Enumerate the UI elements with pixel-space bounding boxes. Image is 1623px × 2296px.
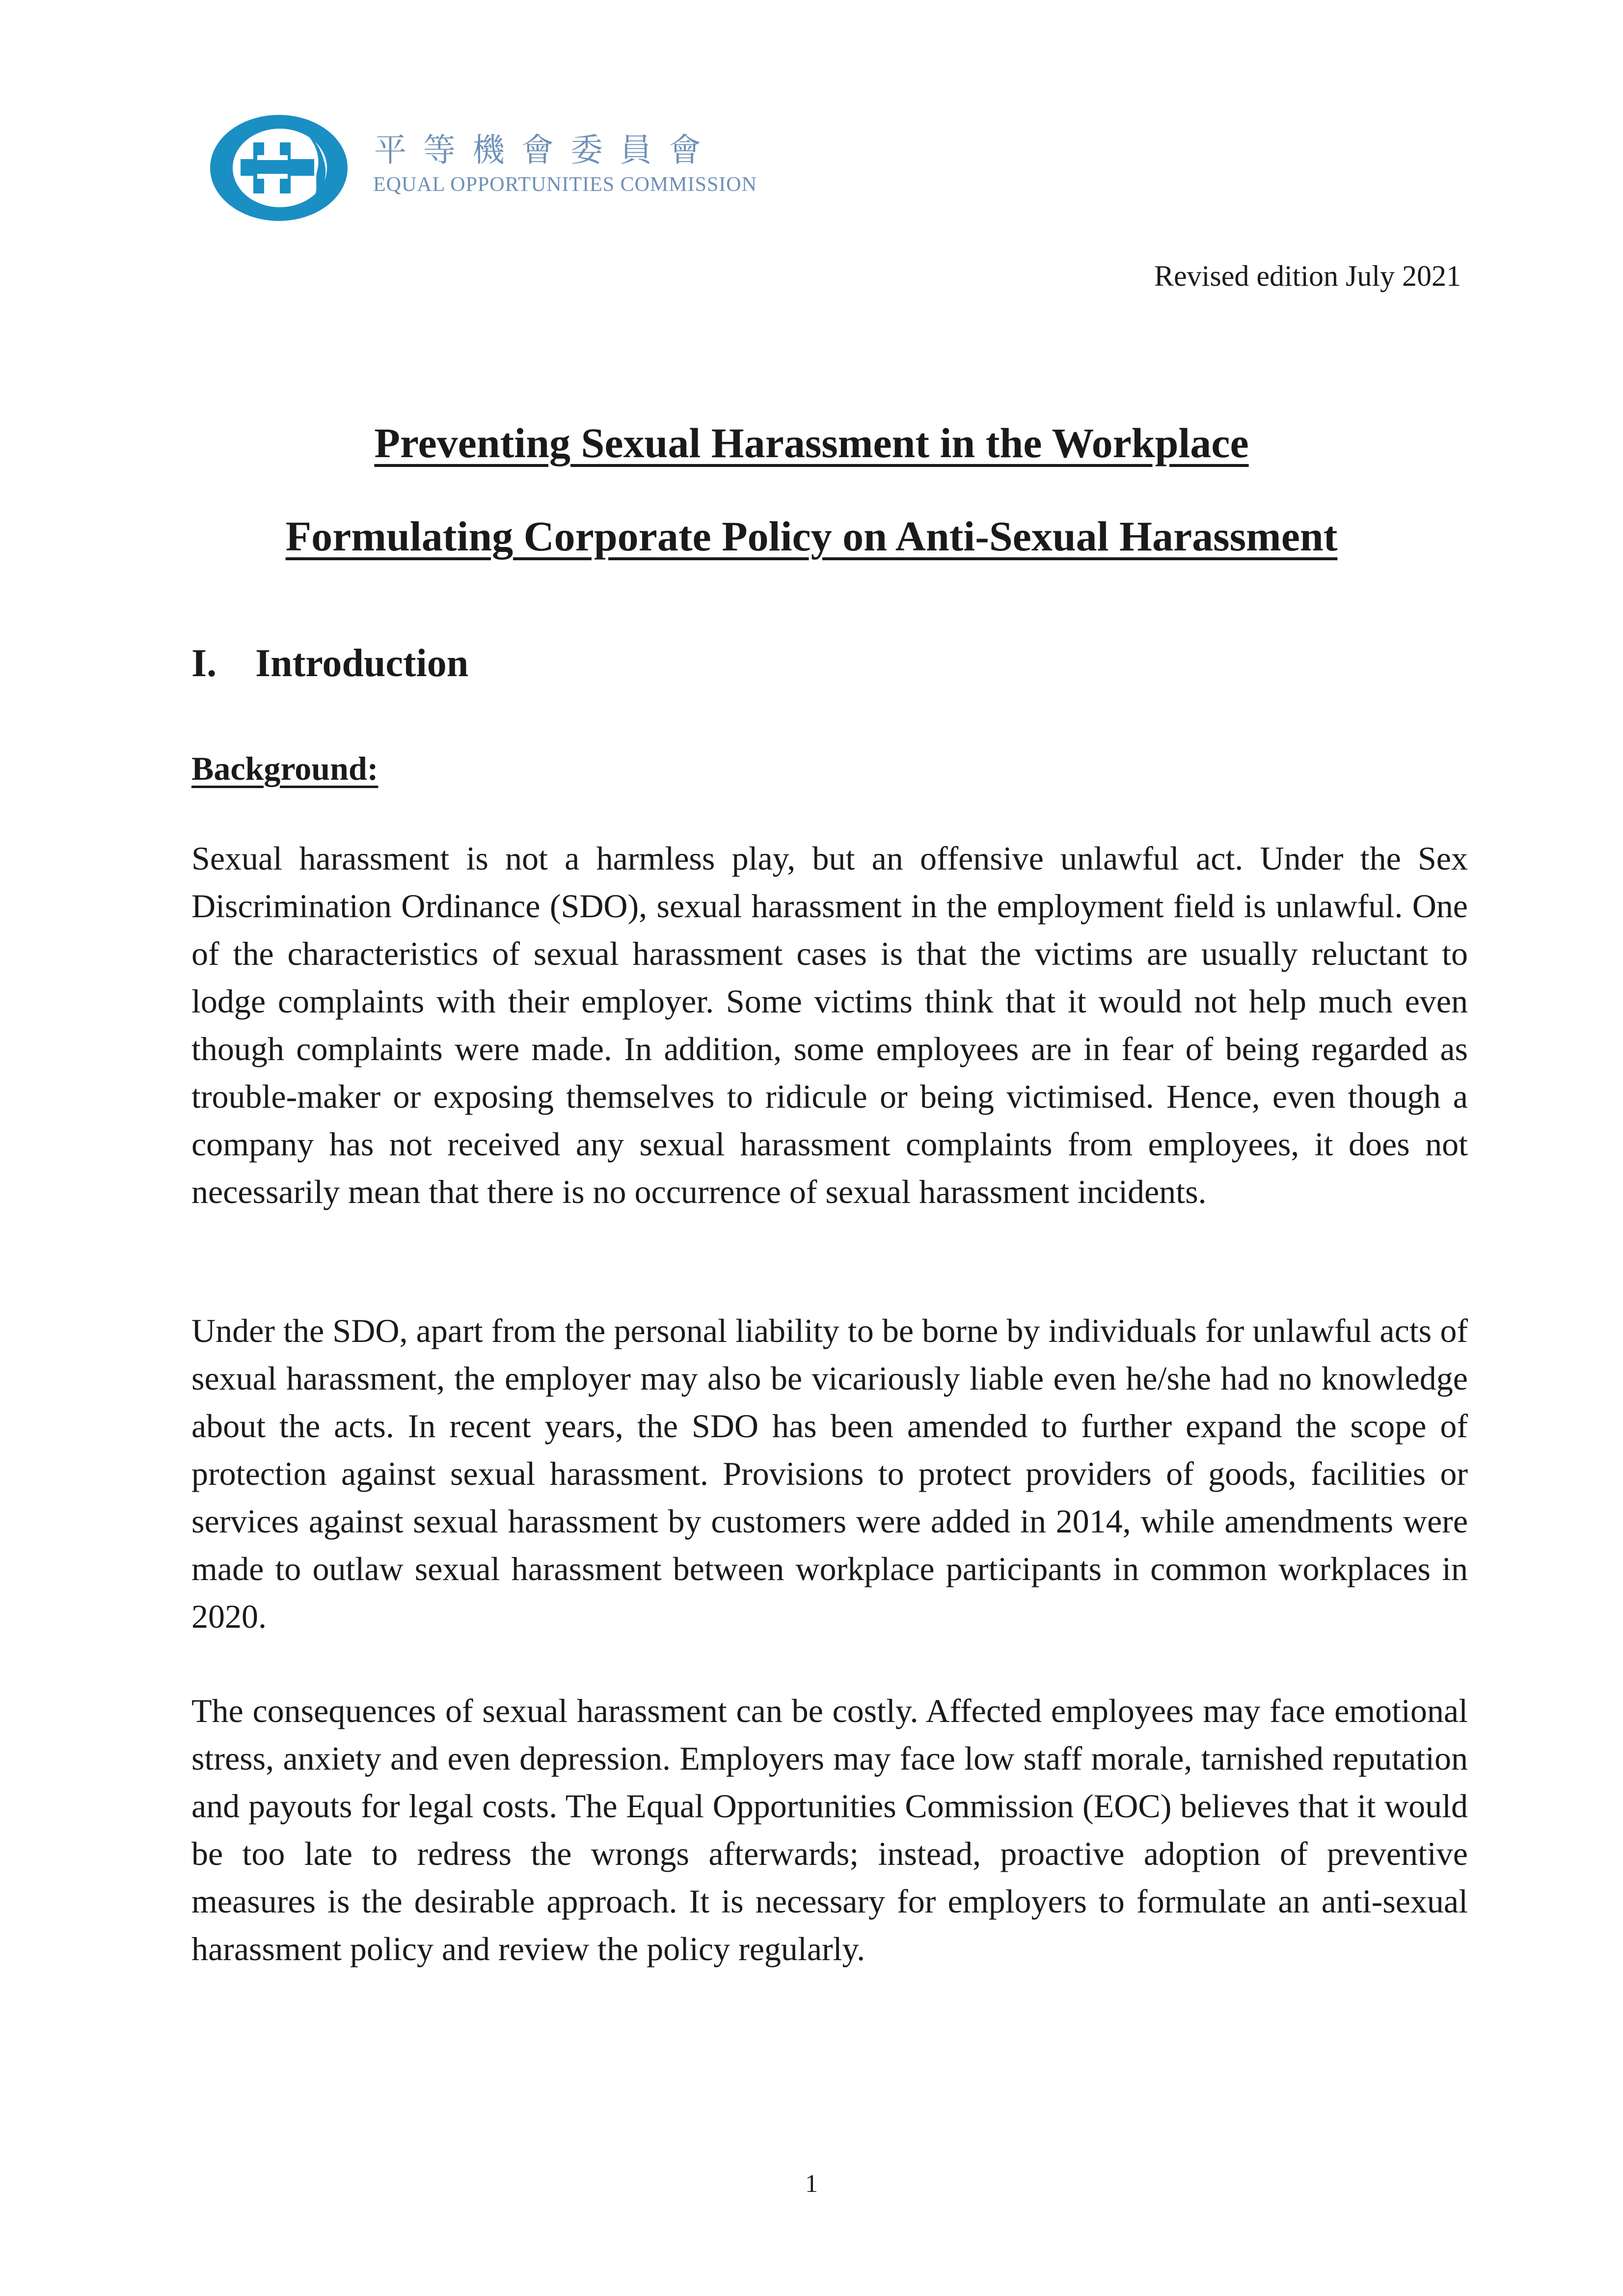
paragraph: Sexual harassment is not a harmless play, but an offensive unlawful act. Under the Sex Discrimination Ordinance (SDO), sexual harassment in the employment field is unlawful. One of the characteristics of sexual harassment cases is that the victims are usually reluctant to lodge complaints with their employer. Some victims think that it would not help much even though complaints were made. In addition, some employees are in fear of being regarded as trouble-maker or exposing themselves to ridicule or being victimised. Hence, even though a company has not received any sexual harassment complaints from employees, it does not necessarily mean that there is no occurrence of sexual harassment incidents. (191, 840, 1468, 1210)
section-title: Introduction (255, 642, 469, 685)
document-title: Preventing Sexual Harassment in the Workplace (374, 419, 1249, 466)
page-number: 1 (805, 2170, 818, 2198)
org-name-english: EQUAL OPPORTUNITIES COMMISSION (373, 173, 757, 196)
paragraph: Under the SDO, apart from the personal liability to be borne by individuals for unlawful acts of sexual harassment, the employer may also be vicariously liable even he/she had no knowledge about the acts. In recent years, the SDO has been amended to further expand the scope of protection against sexual harassment. Provisions to protect providers of goods, facilities or services against sexual harassment by customers were added in 2014, while amendments were made to outlaw sexual harassment between workplace participants in common workplaces in 2020. (191, 1312, 1468, 1635)
eoc-logo-icon (206, 108, 353, 226)
paragraph: The consequences of sexual harassment can be costly. Affected employees may face emotional stress, anxiety and even depression. Employers may face low staff morale, tarnished reputation and payouts for legal costs. The Equal Opportunities Commission (EOC) believes that it would be too late to redress the wrongs afterwards; instead, proactive adoption of preventive measures is the desirable approach. It is necessary for employers to formulate an anti-sexual harassment policy and review the policy regularly. (191, 1692, 1468, 1968)
section-heading (191, 641, 468, 686)
edition-date: Revised edition July 2021 (1154, 260, 1461, 292)
background-subheading: Background: (191, 750, 379, 787)
org-name-chinese: 平等機會委員會 (374, 131, 718, 169)
document-subtitle: Formulating Corporate Policy on Anti-Sexual Harassment (285, 513, 1338, 560)
section-number: I. (191, 642, 217, 685)
